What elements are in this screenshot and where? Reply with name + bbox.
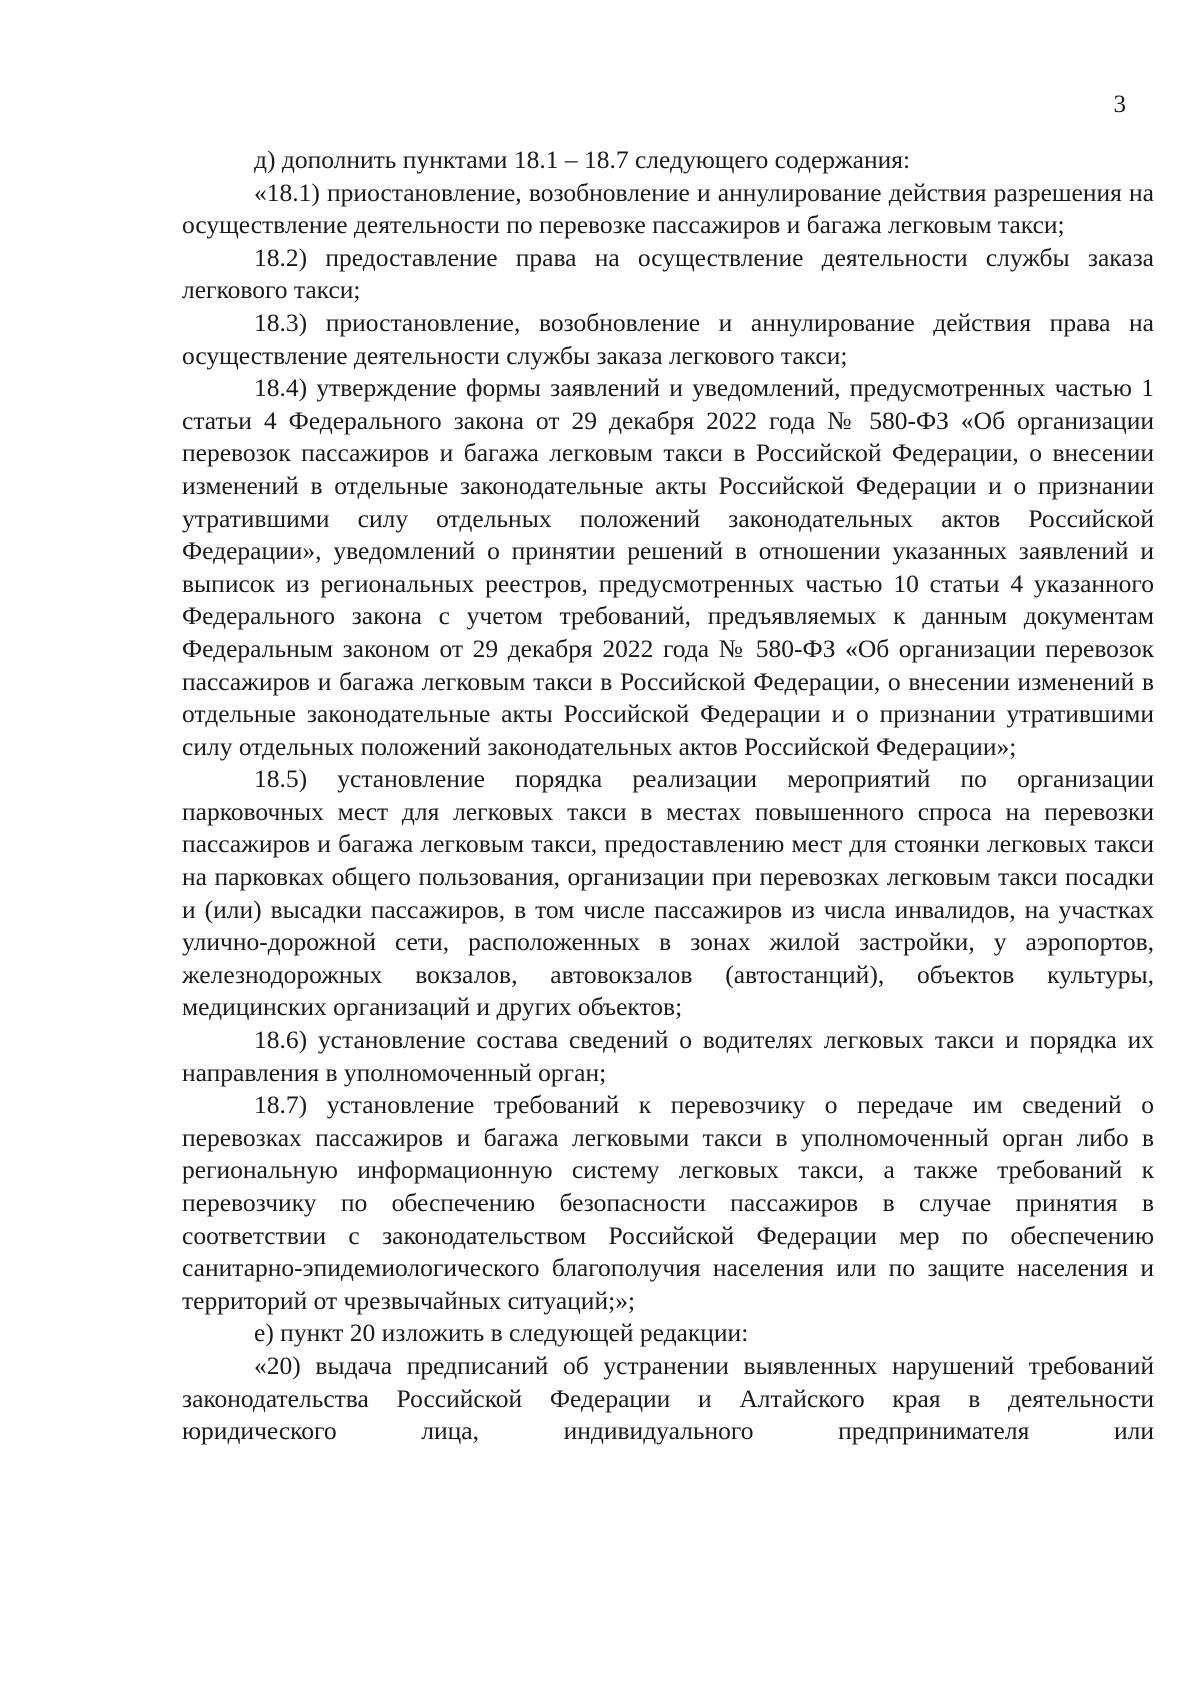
paragraph-18-4: 18.4) утверждение формы заявлений и уведомлений, предусмотренных частью 1 статьи 4 Федерального закона от 29 декабря 2022 года № 580-ФЗ «Об организации перевозок пассажиров и багажа легковым такси в Российской Федерации, о внесении изменений в отдельные законодательные акты Российской Федерации и о признании утратившими силу отдельных положений законодательных актов Российской Федерации», уведомлений о принятии решений в отношении указанных заявлений и выписок из региональных реестров, предусмотренных частью 10 статьи 4 указанного Федерального закона с учетом требований, предъявляемых к данным документам Федеральным законом от 29 декабря 2022 года № 580-ФЗ «Об организации перевозок пассажиров и багажа легковым такси в Российской Федерации, о внесении изменений в отдельные законодательные акты Российской Федерации и о признании утратившими силу отдельных положений законодательных актов Российской Федерации»; — [182, 373, 1154, 761]
paragraph-item-e: е) пункт 20 изложить в следующей редакции: — [254, 1318, 749, 1348]
paragraph-20: «20) выдача предписаний об устранении выявленных нарушений требований законодательства Российской Федерации и Алтайского края в деятельности юридического лица, индивидуального предпринимателя или — [182, 1350, 1154, 1446]
paragraph-18-7: 18.7) установление требований к перевозчику о передаче им сведений о перевозках пассажиров и багажа легковыми такси в уполномоченный орган либо в региональную информационную систему легковых такси, а также требований к перевозчику по обеспечению безопасности пассажиров в случае принятия в соответствии с законодательством Российской Федерации мер по обеспечению санитарно-эпидемиологического благополучия населения или по защите населения и территорий от чрезвычайных ситуаций;»; — [182, 1090, 1154, 1315]
paragraph-18-2: 18.2) предоставление права на осуществление деятельности службы заказа легкового такси; — [182, 242, 1154, 305]
document-body — [182, 144, 1154, 1448]
paragraph-18-1: «18.1) приостановление, возобновление и аннулирование действия разрешения на осуществление деятельности по перевозке пассажиров и багажа легковым такси; — [182, 177, 1154, 240]
page-number: 3 — [1113, 91, 1126, 118]
paragraph-18-3: 18.3) приостановление, возобновление и аннулирование действия права на осуществление деятельности службы заказа легкового такси; — [182, 307, 1154, 370]
paragraph-18-6: 18.6) установление состава сведений о водителях легковых такси и порядка их направления в уполномоченный орган; — [182, 1025, 1154, 1087]
paragraph-item-d: д) дополнить пунктами 18.1 – 18.7 следующего содержания: — [254, 145, 911, 174]
paragraph-18-5: 18.5) установление порядка реализации мероприятий по организации парковочных мест для легковых такси в местах повышенного спроса на перевозки пассажиров и багажа легковым такси, предоставлению мест для стоянки легковых такси на парковках общего пользования, организации при перевозках легковым такси посадки и (или) высадки пассажиров, в том числе пассажиров из числа инвалидов, на участках улично-дорожной сети, расположенных в зонах жилой застройки, у аэропортов, железнодорожных вокзалов, автовокзалов (автостанций), объектов культуры, медицинских организаций и других объектов; — [182, 764, 1154, 1022]
